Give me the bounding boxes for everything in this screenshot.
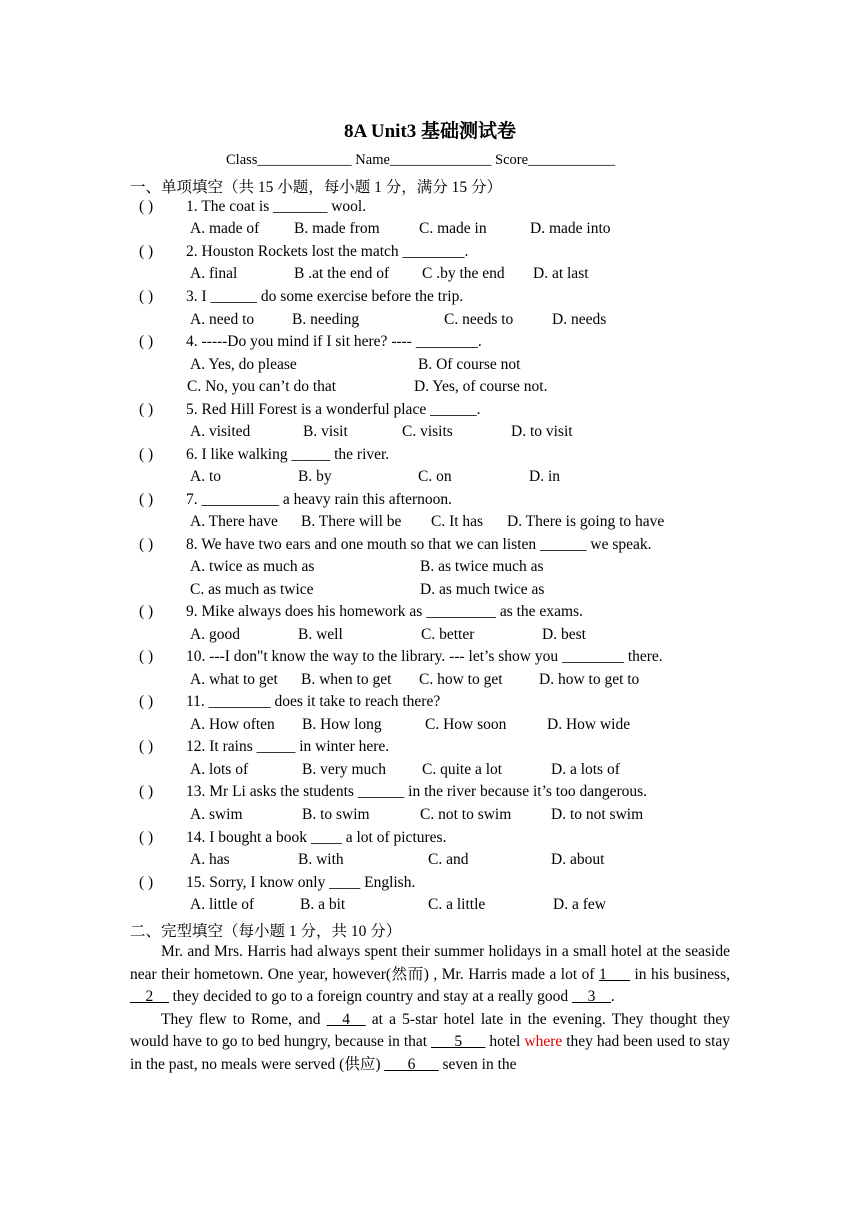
option-c: C. a little [428, 896, 486, 913]
question-8 [139, 536, 652, 554]
passage-text: seven in the [438, 1055, 517, 1073]
option-c: C .by the end [422, 265, 505, 282]
cloze-passage [130, 941, 730, 1076]
question-5 [139, 401, 481, 419]
option-d: D. best [542, 626, 586, 643]
option-b: B. needing [292, 311, 360, 328]
option-c: C. and [428, 851, 469, 868]
cloze-blank-1: 1___ [599, 965, 631, 983]
option-a: A. good [190, 626, 240, 643]
question-2 [139, 243, 469, 261]
option-b: B. Of course not [418, 356, 521, 373]
option-a: A. How often [190, 716, 275, 733]
question-11 [139, 693, 441, 711]
option-b: B. a bit [300, 896, 346, 913]
passage-text: They flew to Rome, and [161, 1010, 327, 1028]
option-d: D. made into [530, 220, 611, 237]
option-a: A. final [190, 265, 238, 282]
answer-paren: ( ) [139, 603, 154, 620]
option-c: C. as much as twice [190, 581, 314, 598]
option-b: B. visit [303, 423, 348, 440]
option-d: D. to not swim [551, 806, 644, 823]
answer-paren: ( ) [139, 738, 154, 755]
question-9 [139, 603, 583, 621]
option-c: C. not to swim [420, 806, 512, 823]
question-10 [139, 648, 663, 666]
answer-paren: ( ) [139, 693, 154, 710]
option-a: A. swim [190, 806, 243, 823]
passage-text: they had been used to stay in the past, no meals were served (供应) [130, 1033, 731, 1073]
option-d: D. how to get to [539, 671, 640, 688]
option-d: D. How wide [547, 716, 631, 733]
passage-paragraph-2 [130, 1009, 730, 1077]
question-stem: 9. Mike always does his homework as _________ as the exams. [186, 603, 583, 620]
passage-text: Mr. and Mrs. Harris had always spent their summer holidays in a small hotel at the seaside near their hometown. One year, however(然而) , Mr. Harris made a lot of [130, 943, 730, 983]
passage-text: in his business, [630, 965, 730, 983]
option-b: B. There will be [301, 513, 402, 530]
question-stem: 13. Mr Li asks the students ______ in the river because it’s too dangerous. [186, 783, 648, 800]
section1-heading: 一、单项填空（共 15 小题，每小题 1 分，满分 15 分） [130, 179, 503, 196]
option-a: A. what to get [190, 671, 278, 688]
option-a: A. has [190, 851, 230, 868]
option-d: D. in [529, 468, 560, 485]
option-c: C. better [421, 626, 475, 643]
question-stem: 12. It rains _____ in winter here. [186, 738, 390, 755]
option-d: D. at last [533, 265, 589, 282]
option-a: A. Yes, do please [190, 356, 297, 373]
option-d: D. needs [552, 311, 607, 328]
student-info-line: Class_____________ Name______________ Score____________ [226, 152, 616, 168]
question-stem: 3. I ______ do some exercise before the trip. [186, 288, 464, 305]
question-stem: 10. ---I don"t know the way to the library. --- let’s show you ________ there. [186, 648, 663, 665]
question-stem: 8. We have two ears and one mouth so that we can listen ______ we speak. [186, 536, 652, 553]
option-a: A. visited [190, 423, 251, 440]
question-14 [139, 829, 447, 847]
question-stem: 7. __________ a heavy rain this afternoon. [186, 491, 453, 508]
option-a: A. twice as much as [190, 558, 315, 575]
answer-paren: ( ) [139, 198, 154, 215]
question-stem: 4. -----Do you mind if I sit here? ---- ________. [186, 333, 482, 350]
cloze-blank-3: __3__ [572, 988, 611, 1005]
answer-paren: ( ) [139, 288, 154, 305]
option-d: D. a few [553, 896, 606, 913]
answer-paren: ( ) [139, 243, 154, 260]
passage-text: . [610, 988, 615, 1005]
question-stem: 11. ________ does it take to reach there? [186, 693, 441, 710]
option-c: C. made in [419, 220, 487, 237]
option-a: A. There have [190, 513, 278, 530]
question-15 [139, 874, 416, 892]
option-a: A. little of [190, 896, 255, 913]
question-7 [139, 491, 453, 509]
answer-paren: ( ) [139, 401, 154, 418]
option-a: A. made of [190, 220, 260, 237]
answer-paren: ( ) [139, 536, 154, 553]
page-title: 8A Unit3 基础测试卷 [343, 121, 517, 142]
option-a: A. to [190, 468, 221, 485]
option-c: C. needs to [444, 311, 514, 328]
question-13 [139, 783, 648, 801]
question-stem: 2. Houston Rockets lost the match ________. [186, 243, 469, 260]
option-b: B. when to get [301, 671, 392, 688]
question-stem: 14. I bought a book ____ a lot of pictures. [186, 829, 447, 846]
option-d: D. There is going to have [507, 513, 665, 530]
option-d: D. to visit [511, 423, 573, 440]
option-b: B. as twice much as [420, 558, 544, 575]
question-3 [139, 288, 464, 306]
option-c: C. It has [431, 513, 484, 530]
answer-paren: ( ) [139, 783, 154, 800]
option-b: B. by [298, 468, 332, 485]
option-d: D. about [551, 851, 605, 868]
question-stem: 1. The coat is _______ wool. [186, 198, 367, 215]
cloze-blank-4: __4__ [326, 1010, 366, 1028]
option-a: A. lots of [190, 761, 249, 778]
answer-paren: ( ) [139, 829, 154, 846]
answer-paren: ( ) [139, 491, 154, 508]
option-b: B. with [298, 851, 344, 868]
option-b: B. well [298, 626, 343, 643]
highlighted-word: where [524, 1033, 563, 1050]
cloze-blank-5: ___5___ [431, 1033, 486, 1050]
option-b: B. made from [294, 220, 380, 237]
cloze-blank-6: ___6___ [384, 1055, 439, 1073]
option-b: B .at the end of [294, 265, 390, 282]
cloze-blank-2: __2__ [130, 988, 169, 1005]
option-c: C. No, you can’t do that [187, 378, 337, 395]
option-c: C. how to get [419, 671, 503, 688]
passage-paragraph-1 [130, 941, 730, 1009]
option-d: D. Yes, of course not. [414, 378, 548, 395]
question-stem: 5. Red Hill Forest is a wonderful place ______. [186, 401, 481, 418]
answer-paren: ( ) [139, 874, 154, 891]
option-b: B. very much [302, 761, 386, 778]
question-4 [139, 333, 482, 351]
option-a: A. need to [190, 311, 255, 328]
option-d: D. as much twice as [420, 581, 545, 598]
option-c: C. visits [402, 423, 453, 440]
section2-heading: 二、完型填空（每小题 1 分，共 10 分） [130, 923, 402, 940]
passage-text: hotel [485, 1033, 525, 1050]
option-c: C. on [418, 468, 452, 485]
question-12 [139, 738, 390, 756]
question-stem: 6. I like walking _____ the river. [186, 446, 390, 463]
passage-text: at a 5-star hotel late in the evening. They thought they would have to go to bed hungry, because in that [130, 1010, 730, 1050]
answer-paren: ( ) [139, 446, 154, 463]
question-stem: 15. Sorry, I know only ____ English. [186, 874, 416, 891]
answer-paren: ( ) [139, 333, 154, 350]
answer-paren: ( ) [139, 648, 154, 665]
question-6 [139, 446, 390, 464]
option-b: B. How long [302, 716, 382, 733]
option-c: C. How soon [425, 716, 507, 733]
option-d: D. a lots of [551, 761, 620, 778]
option-c: C. quite a lot [422, 761, 503, 778]
option-b: B. to swim [302, 806, 370, 823]
question-1 [139, 198, 367, 216]
passage-text: they decided to go to a foreign country and stay at a really good [168, 988, 573, 1005]
